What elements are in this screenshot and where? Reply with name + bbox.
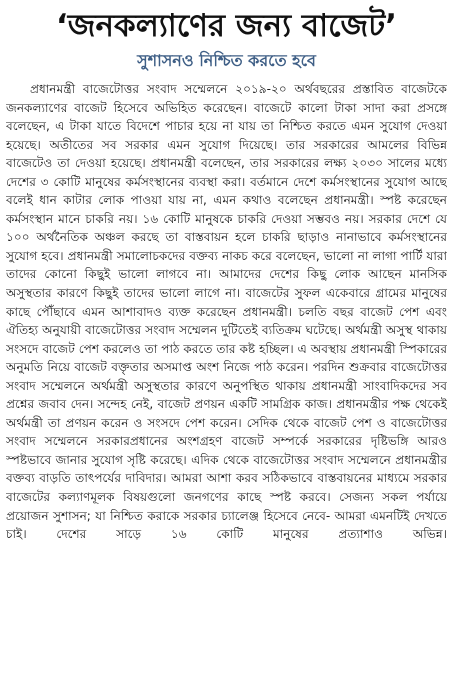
article-body: প্রধানমন্ত্রী বাজেটোত্তর সংবাদ সম্মেলনে ২০১৯-২০ অর্থবছরের প্রস্তাবিত বাজেটকে জনকল্যাণের বাজেট হিসেবে অভিহিত করেছেন। বাজেটে কালো টাকা সাদা করা প্রসঙ্গে বলেছেন, এ টাকা যাতে বিদেশে পাচার হয়ে না যায় তা নিশ্চিত করতে এমন সুযোগ দেওয়া হয়েছে। অতীতের সব সরকার এমন সুযোগ দিয়েছে। তার সরকারের আমলের বিভিন্ন বাজেটেও তা দেওয়া হয়েছে। প্রধানমন্ত্রী বলেছেন, তার সরকারের লক্ষ্য ২০৩০ সালের মধ্যে দেশের ৩ কোটি মানুষের কর্মসংস্থানের ব্যবস্থা করা। বর্তমানে দেশে কর্মসংস্থানের সুযোগ আছে বলেই ধান কাটার লোক পাওয়া যায় না, এমন কথাও বলেছেন প্রধানমন্ত্রী। স্পষ্ট করেছেন কর্মসংস্থান মানে চাকরি নয়। ১৬ কোটি মানুষকে চাকরি দেওয়া সম্ভবও নয়। সরকার দেশে যে ১০০ অর্থনৈতিক অঞ্চল করছে তা বাস্তবায়ন হলে চাকরি ছাড়াও নানাভাবে কর্মসংস্থানের সুযোগ হবে। প্রধানমন্ত্রী সমালোচকদের বক্তব্য নাকচ করে বলেছেন, ভালো না লাগা পার্টি যারা তাদের কোনো কিছুই ভালো লাগবে না। আমাদের দেশের কিছু লোক আছেন মানসিক অসুস্থতার কারণে কিছুই তাদের ভালো লাগে না। বাজেটের সুফল একেবারে গ্রামের মানুষের কাছে পৌঁছাবে এমন আশাবাদও ব্যক্ত করেছেন প্রধানমন্ত্রী। চলতি বছর বাজেট পেশ এবং ঐতিহ্য অনুযায়ী বাজেটোত্তর সংবাদ সম্মেলন দুটিতেই ব্যতিক্রম ঘটেছে। অর্থমন্ত্রী অসুস্থ থাকায় সংসদে বাজেট পেশ করলেও তা পাঠ করতে তার কষ্ট হচ্ছিল। এ অবস্থায় প্রধানমন্ত্রী স্পিকারের অনুমতি নিয়ে বাজেট বক্তৃতার অসমাপ্ত অংশ নিজে পাঠ করেন। পরদিন শুক্রবার বাজেটোত্তর সংবাদ সম্মেলনে অর্থমন্ত্রী অসুস্থতার কারণে অনুপস্থিত থাকায় প্রধানমন্ত্রী সাংবাদিকদের সব প্রশ্নের জবাব দেন। সন্দেহ নেই, বাজেট প্রণয়ন একটি সামগ্রিক কাজ। প্রধানমন্ত্রীর পক্ষ থেকেই অর্থমন্ত্রী তা প্রণয়ন করেন ও সংসদে পেশ করেন। সেদিক থেকে বাজেট পেশ ও বাজেটোত্তর সংবাদ সম্মেলনে সরকারপ্রধানের অংশগ্রহণ বাজেট সম্পর্কে সরকারের দৃষ্টিভঙ্গি আরও স্পষ্টভাবে জানার সুযোগ সৃষ্টি করেছে। এদিক থেকে বাজেটোত্তর সংবাদ সম্মেলনে প্রধানমন্ত্রীর বক্তব্য বাড়তি তাৎপর্যের দাবিদার। আমরা আশা করব সঠিকভাবে বাস্তবায়নের মাধ্যমে সরকার বাজেটের কল্যাণমূলক বিষয়গুলো জনগণের কাছে স্পষ্ট করবে। সেজন্য সকল পর্যায়ে প্রয়োজন সুশাসন; যা নিশ্চিত করাকে সরকার চ্যালেঞ্জ হিসেবে নেবে- আমরা এমনটিই দেখতে চাই। দেশের সাড়ে ১৬ কোটি মানুষের প্রত্যাশাও অভিন্ন।: [6, 82, 447, 542]
subheadline: সুশাসনও নিশ্চিত করতে হবে: [137, 51, 316, 70]
headline: ‘জনকল্যাণের জন্য বাজেট’: [56, 8, 397, 44]
